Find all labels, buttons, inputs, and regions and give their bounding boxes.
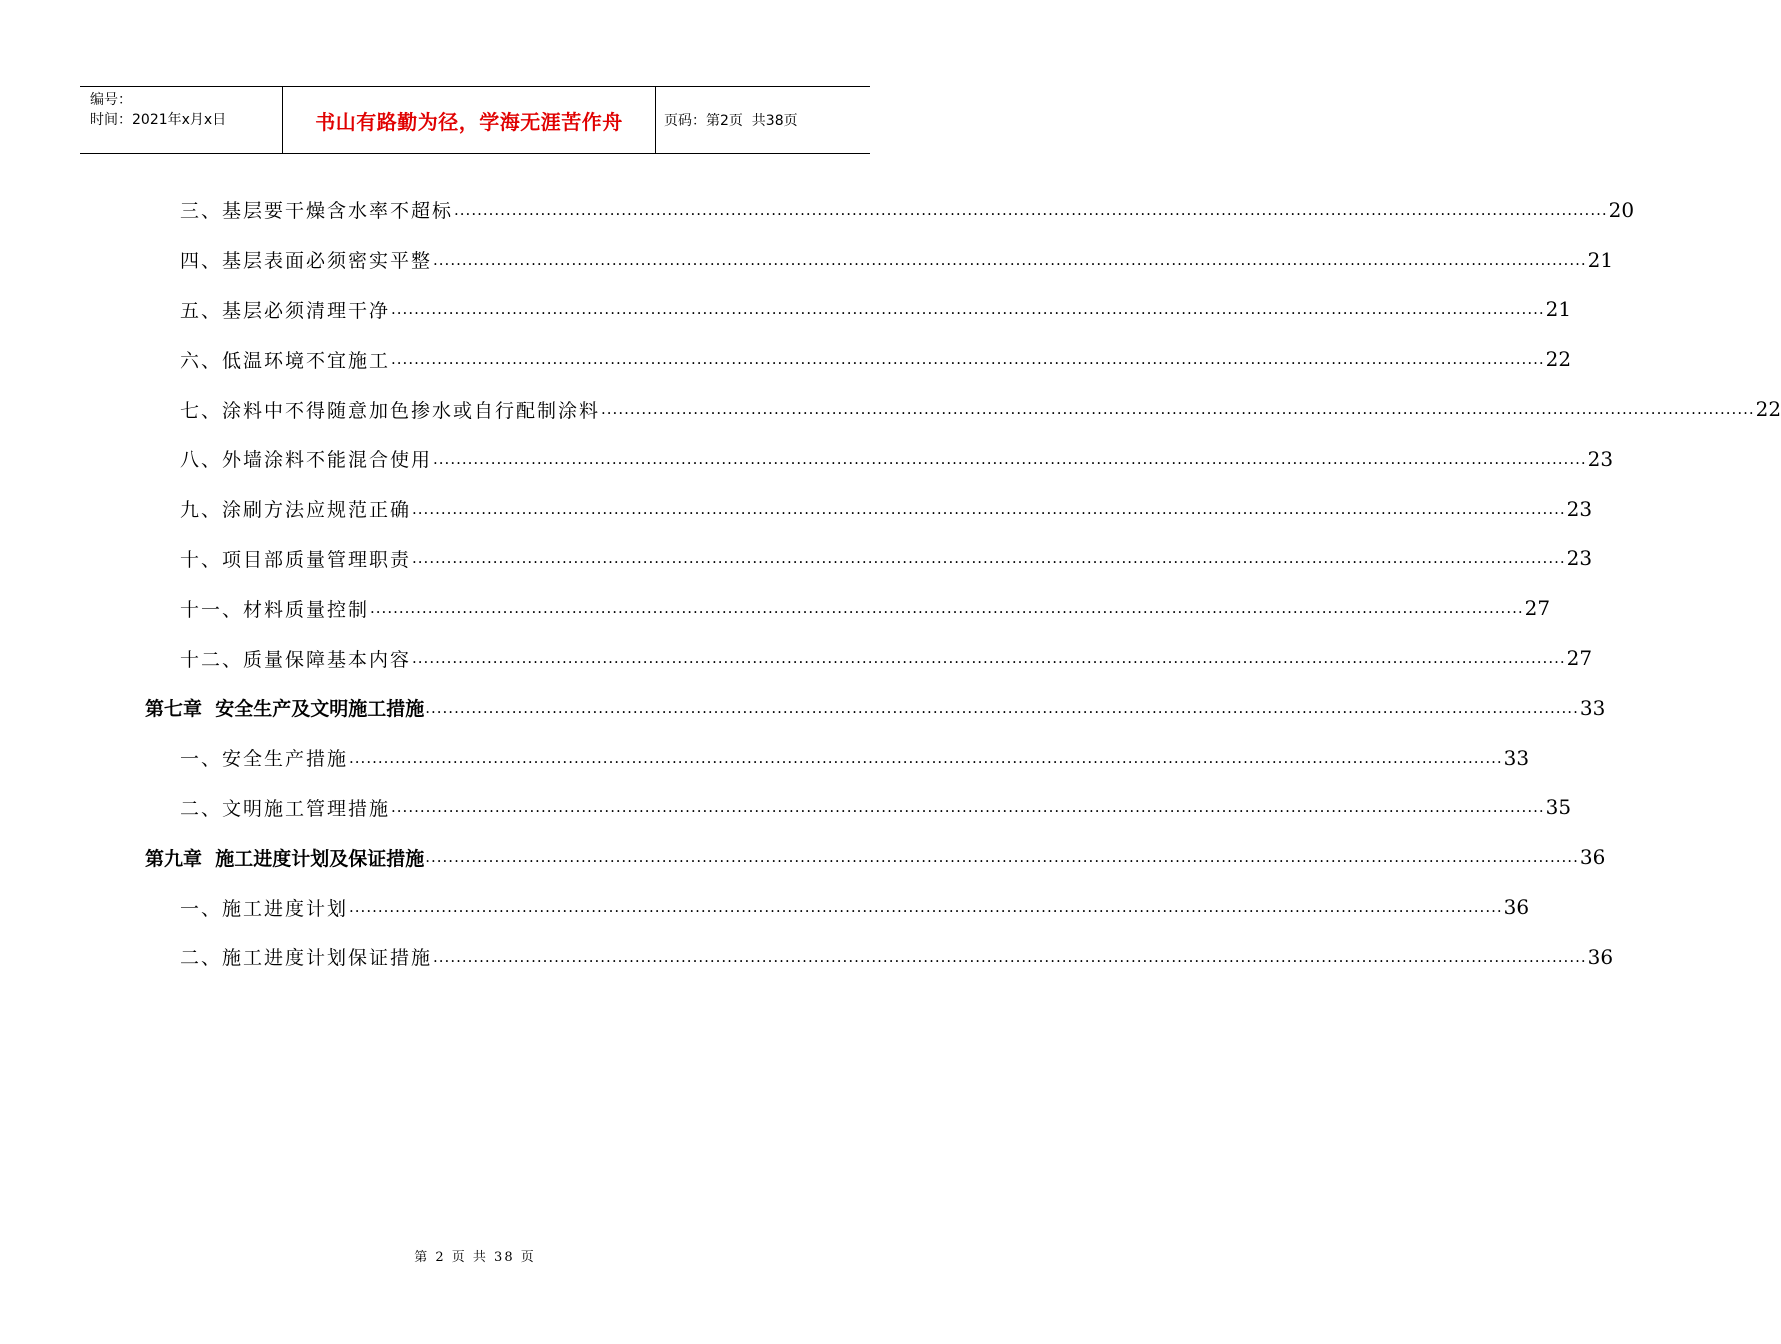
toc-entry-title: 二、文明施工管理措施 xyxy=(180,797,391,820)
toc-entry-title: 七、涂料中不得随意加色掺水或自行配制涂料 xyxy=(180,399,601,422)
toc-page-number: 22 xyxy=(1545,347,1572,372)
toc-entry-title: 六、低温环境不宜施工 xyxy=(180,349,391,372)
toc-entry-title: 第九章 施工进度计划及保证措施 xyxy=(145,847,425,870)
toc-entry-title: 十一、材料质量控制 xyxy=(180,598,370,621)
toc-page-number: 27 xyxy=(1524,596,1551,621)
toc-dot-leader: ........................................................................................................................................................................................................ xyxy=(370,599,1524,618)
toc-entry-title: 八、外墙涂料不能混合使用 xyxy=(180,449,433,472)
toc-page-number: 21 xyxy=(1545,297,1572,322)
toc-entry[interactable] xyxy=(145,235,1614,285)
toc-dot-leader: ........................................................................................................................................................................................................ xyxy=(349,898,1503,917)
toc-entry[interactable] xyxy=(145,434,1614,484)
toc-entry[interactable] xyxy=(145,733,1530,783)
toc-entry-title: 五、基层必须清理干净 xyxy=(180,299,391,322)
toc-chapter-entry[interactable] xyxy=(145,683,1606,733)
toc-dot-leader: ........................................................................................................................................................................................................ xyxy=(454,200,1608,219)
toc-page-number: 23 xyxy=(1566,496,1593,521)
toc-chapter-entry[interactable] xyxy=(145,832,1606,882)
toc-entry-title: 四、基层表面必须密实平整 xyxy=(180,250,433,273)
toc-entry[interactable] xyxy=(145,633,1593,683)
toc-entry-title: 一、施工进度计划 xyxy=(180,897,349,920)
toc-entry[interactable] xyxy=(145,185,1635,235)
toc-entry[interactable] xyxy=(145,285,1572,335)
toc-page-number: 36 xyxy=(1579,845,1606,870)
toc-dot-leader: ........................................................................................................................................................................................................ xyxy=(425,848,1579,867)
toc-entry-title: 十二、质量保障基本内容 xyxy=(180,648,412,671)
toc-page-number: 33 xyxy=(1579,695,1606,720)
toc-page-number: 21 xyxy=(1587,247,1614,272)
toc-page-number: 22 xyxy=(1755,397,1781,422)
toc-dot-leader: ........................................................................................................................................................................................................ xyxy=(349,748,1503,767)
toc-dot-leader: ........................................................................................................................................................................................................ xyxy=(391,300,1545,319)
toc-entry[interactable] xyxy=(145,783,1572,833)
toc-entry-title: 第七章 安全生产及文明施工措施 xyxy=(145,698,425,721)
toc-page-number: 23 xyxy=(1587,446,1614,471)
toc-entry[interactable] xyxy=(145,384,1781,434)
toc-dot-leader: ........................................................................................................................................................................................................ xyxy=(425,698,1579,717)
toc-entry-title: 二、施工进度计划保证措施 xyxy=(180,947,433,970)
toc-dot-leader: ........................................................................................................................................................................................................ xyxy=(412,549,1566,568)
toc-dot-leader: ........................................................................................................................................................................................................ xyxy=(601,400,1755,419)
toc-page-number: 23 xyxy=(1566,546,1593,571)
header-page-info: 页码：第2页 共38页 xyxy=(664,113,798,129)
toc-page-number: 33 xyxy=(1503,745,1530,770)
toc-dot-leader: ........................................................................................................................................................................................................ xyxy=(412,649,1566,668)
toc-dot-leader: ........................................................................................................................................................................................................ xyxy=(412,499,1566,518)
document-time-label: 时间：2021年x月x日 xyxy=(90,112,227,128)
document-number-label: 编号： xyxy=(90,92,132,108)
page-header xyxy=(80,86,870,154)
toc-dot-leader: ........................................................................................................................................................................................................ xyxy=(391,350,1545,369)
toc-entry-title: 三、基层要干燥含水率不超标 xyxy=(180,200,454,223)
toc-page-number: 20 xyxy=(1608,197,1635,222)
toc-page-number: 36 xyxy=(1587,944,1614,969)
toc-entry-title: 十、项目部质量管理职责 xyxy=(180,548,412,571)
toc-dot-leader: ........................................................................................................................................................................................................ xyxy=(433,250,1587,269)
toc-dot-leader: ........................................................................................................................................................................................................ xyxy=(391,798,1545,817)
toc-dot-leader: ........................................................................................................................................................................................................ xyxy=(433,947,1587,966)
table-of-contents xyxy=(145,185,1781,982)
toc-entry-title: 九、涂刷方法应规范正确 xyxy=(180,499,412,522)
toc-entry-title: 一、安全生产措施 xyxy=(180,748,349,771)
toc-page-number: 36 xyxy=(1503,895,1530,920)
header-motto-cell xyxy=(282,87,656,153)
toc-entry[interactable] xyxy=(145,484,1593,534)
toc-page-number: 27 xyxy=(1566,646,1593,671)
page-footer: 第 2 页 共 38 页 xyxy=(414,1250,536,1265)
toc-entry[interactable] xyxy=(145,932,1614,982)
toc-entry[interactable] xyxy=(145,334,1572,384)
toc-page-number: 35 xyxy=(1545,795,1572,820)
header-motto: 书山有路勤为径，学海无涯苦作舟 xyxy=(315,109,623,134)
toc-entry[interactable] xyxy=(145,534,1593,584)
toc-dot-leader: ........................................................................................................................................................................................................ xyxy=(433,449,1587,468)
header-meta xyxy=(80,87,282,153)
toc-entry[interactable] xyxy=(145,583,1551,633)
toc-entry[interactable] xyxy=(145,882,1530,932)
